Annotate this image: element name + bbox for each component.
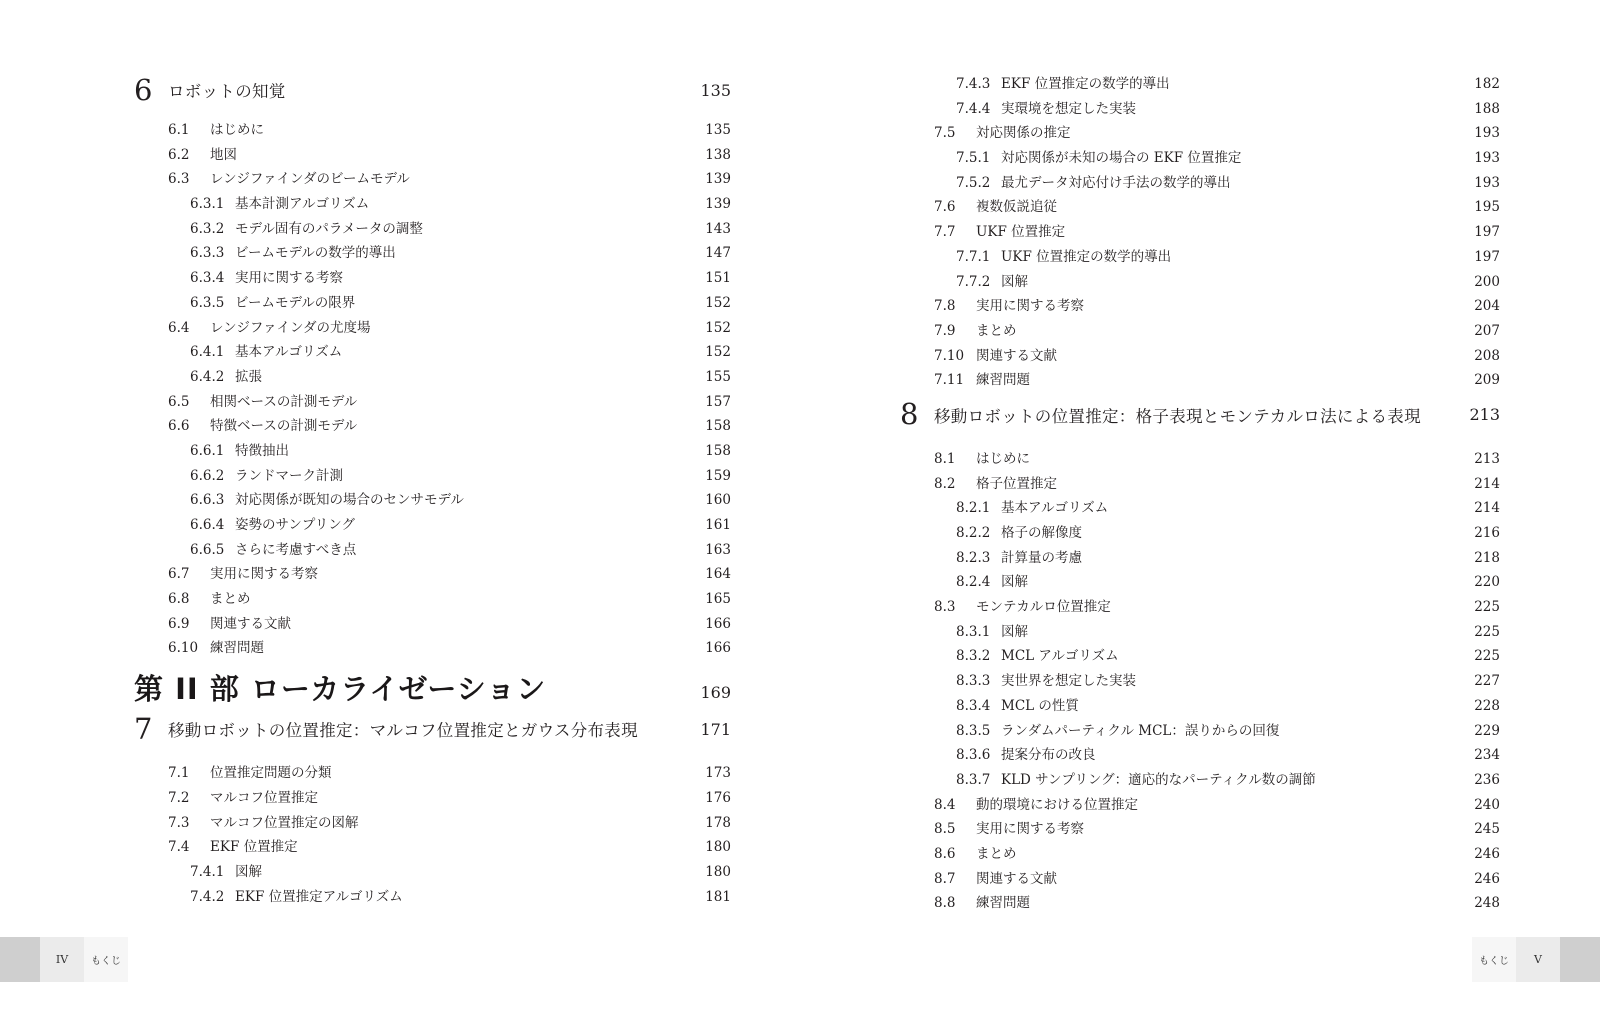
section-title: 提案分布の改良 bbox=[1001, 747, 1096, 764]
section-title: 最尤データ対応付け手法の数学的導出 bbox=[1001, 174, 1231, 191]
toc-subsection-6-3-3[interactable] bbox=[134, 241, 731, 266]
section-number: 6.8 bbox=[168, 591, 190, 608]
section-number: 8.3.6 bbox=[956, 747, 991, 764]
section-title: 実用に関する考察 bbox=[235, 270, 343, 287]
section-number: 6.6 bbox=[168, 418, 190, 435]
toc-section-7-9[interactable] bbox=[900, 319, 1500, 344]
page-ref: 152 bbox=[705, 319, 731, 336]
section-title: はじめに bbox=[210, 122, 264, 138]
page-ref: 200 bbox=[1474, 273, 1500, 290]
section-number: 7.8 bbox=[934, 298, 956, 315]
section-title: 対応関係の推定 bbox=[976, 125, 1071, 142]
toc-part-heading[interactable] bbox=[134, 667, 731, 707]
section-number: 8.3.1 bbox=[956, 623, 991, 640]
chapter-number: 8 bbox=[900, 397, 919, 432]
section-number: 6.6.3 bbox=[190, 492, 225, 509]
toc-section-6-3[interactable] bbox=[134, 167, 731, 192]
section-title: ビームモデルの限界 bbox=[235, 294, 356, 311]
section-number: 7.7 bbox=[934, 224, 956, 241]
chapter-number: 7 bbox=[134, 711, 153, 746]
toc-subsection-6-6-2[interactable] bbox=[134, 464, 731, 489]
page-ref: 159 bbox=[705, 467, 731, 484]
toc-section-6-7[interactable] bbox=[134, 562, 731, 587]
page-ref: 204 bbox=[1474, 298, 1500, 315]
toc-section-6-9[interactable] bbox=[134, 612, 731, 637]
section-title: 練習問題 bbox=[210, 640, 264, 657]
page-ref: 164 bbox=[705, 566, 731, 583]
section-title: 練習問題 bbox=[976, 895, 1030, 912]
section-title: 実世界を想定した実装 bbox=[1001, 673, 1136, 690]
section-title: EKF 位置推定 bbox=[210, 839, 298, 856]
toc-subsection-8-2-3[interactable] bbox=[900, 546, 1500, 571]
section-title: まとめ bbox=[976, 845, 1017, 862]
page-ref: 225 bbox=[1474, 599, 1500, 616]
section-title: 姿勢のサンプリング bbox=[235, 517, 356, 533]
toc-list-left bbox=[134, 72, 731, 909]
toc-section-7-1[interactable] bbox=[134, 761, 731, 786]
page-number: IV bbox=[40, 937, 84, 982]
page-ref: 228 bbox=[1474, 697, 1500, 714]
toc-subsection-8-2-2[interactable] bbox=[900, 521, 1500, 546]
page-ref: 220 bbox=[1474, 574, 1500, 591]
section-number: 8.3.7 bbox=[956, 771, 991, 788]
section-number: 8.3 bbox=[934, 599, 956, 616]
section-title: まとめ bbox=[976, 322, 1017, 339]
section-number: 7.7.2 bbox=[956, 273, 991, 290]
toc-section-8-6[interactable] bbox=[900, 842, 1500, 867]
footer-edge-tab bbox=[0, 937, 40, 982]
section-number: 6.4 bbox=[168, 319, 190, 336]
section-number: 7.4.3 bbox=[956, 76, 991, 92]
page-ref: 225 bbox=[1474, 623, 1500, 640]
toc-section-8-4[interactable] bbox=[900, 793, 1500, 818]
page-ref: 161 bbox=[705, 517, 731, 533]
section-number: 8.2.3 bbox=[956, 549, 991, 566]
page-ref: 158 bbox=[705, 442, 731, 459]
toc-subsection-7-5-1[interactable] bbox=[900, 146, 1500, 171]
toc-section-8-2[interactable] bbox=[900, 472, 1500, 497]
section-number: 8.3.4 bbox=[956, 697, 991, 714]
page-ref: 213 bbox=[1474, 450, 1500, 467]
section-number: 7.9 bbox=[934, 322, 956, 339]
section-number: 7.1 bbox=[168, 765, 190, 782]
section-title: 図解 bbox=[235, 863, 262, 880]
page-ref: 246 bbox=[1474, 870, 1500, 887]
toc-subsection-8-3-4[interactable] bbox=[900, 694, 1500, 719]
toc-subsection-7-5-2[interactable] bbox=[900, 171, 1500, 196]
section-number: 7.2 bbox=[168, 789, 190, 806]
toc-section-8-8[interactable] bbox=[900, 891, 1500, 916]
toc-subsection-7-4-2[interactable] bbox=[134, 885, 731, 910]
page-ref: 227 bbox=[1474, 673, 1500, 690]
section-number: 6.6.1 bbox=[190, 442, 225, 459]
section-title: 実環境を想定した実装 bbox=[1001, 100, 1136, 117]
section-title: 図解 bbox=[1001, 273, 1028, 290]
section-number: 6.3.5 bbox=[190, 294, 225, 311]
section-title: 格子位置推定 bbox=[976, 475, 1057, 492]
section-number: 8.7 bbox=[934, 870, 956, 887]
page-ref: 182 bbox=[1474, 76, 1500, 92]
page-ref: 158 bbox=[705, 418, 731, 435]
toc-section-6-8[interactable] bbox=[134, 587, 731, 612]
section-number: 7.4 bbox=[168, 839, 190, 856]
toc-subsection-7-7-2[interactable] bbox=[900, 270, 1500, 295]
section-number: 7.4.4 bbox=[956, 100, 991, 117]
section-number: 8.3.2 bbox=[956, 648, 991, 665]
section-title: ランドマーク計測 bbox=[235, 467, 343, 484]
section-number: 6.3 bbox=[168, 171, 190, 188]
page-ref: 143 bbox=[705, 220, 731, 237]
section-title: モンテカルロ位置推定 bbox=[976, 599, 1111, 616]
page-ref: 138 bbox=[705, 146, 731, 163]
toc-subsection-8-3-5[interactable] bbox=[900, 719, 1500, 744]
toc-section-8-3[interactable] bbox=[900, 595, 1500, 620]
section-title: MCL の性質 bbox=[1001, 697, 1079, 714]
page-ref: 176 bbox=[705, 789, 731, 806]
toc-section-6-5[interactable] bbox=[134, 390, 731, 415]
section-number: 7.4.1 bbox=[190, 863, 225, 880]
toc-section-7-11[interactable] bbox=[900, 368, 1500, 393]
right-footer bbox=[1472, 937, 1600, 982]
section-number: 6.4.1 bbox=[190, 344, 225, 361]
section-title: 実用に関する考察 bbox=[210, 566, 318, 583]
page-ref: 209 bbox=[1474, 372, 1500, 389]
running-head-label: もくじ bbox=[84, 937, 128, 982]
section-number: 6.3.3 bbox=[190, 245, 225, 262]
page-ref: 240 bbox=[1474, 796, 1500, 813]
page-ref: 152 bbox=[705, 344, 731, 361]
section-number: 6.6.2 bbox=[190, 467, 225, 484]
section-number: 8.2.4 bbox=[956, 574, 991, 591]
toc-subsection-8-3-3[interactable] bbox=[900, 669, 1500, 694]
toc-section-8-1[interactable] bbox=[900, 447, 1500, 472]
toc-subsection-7-7-1[interactable] bbox=[900, 245, 1500, 270]
toc-section-6-4[interactable] bbox=[134, 316, 731, 341]
page-ref: 197 bbox=[1474, 248, 1500, 265]
page-ref: 157 bbox=[705, 393, 731, 410]
toc-section-8-5[interactable] bbox=[900, 817, 1500, 842]
section-number: 7.6 bbox=[934, 199, 956, 216]
section-number: 8.8 bbox=[934, 895, 956, 912]
toc-subsection-6-6-1[interactable] bbox=[134, 439, 731, 464]
section-title: UKF 位置推定 bbox=[976, 224, 1066, 241]
toc-section-7-5[interactable] bbox=[900, 121, 1500, 146]
toc-section-6-1[interactable] bbox=[134, 118, 731, 143]
toc-list-right bbox=[900, 72, 1500, 916]
section-number: 7.5.1 bbox=[956, 150, 991, 167]
page-ref: 207 bbox=[1474, 322, 1500, 339]
page-ref: 155 bbox=[705, 368, 731, 385]
page-ref: 147 bbox=[705, 245, 731, 262]
chapter-title: ロボットの知覚 bbox=[168, 82, 286, 101]
toc-subsection-6-6-4[interactable] bbox=[134, 513, 731, 538]
page-ref: 218 bbox=[1474, 549, 1500, 566]
section-title: まとめ bbox=[210, 591, 251, 608]
toc-subsection-6-4-1[interactable] bbox=[134, 340, 731, 365]
page-ref: 193 bbox=[1474, 125, 1500, 142]
page-ref: 229 bbox=[1474, 722, 1500, 739]
page-ref: 193 bbox=[1474, 150, 1500, 167]
page-ref: 214 bbox=[1474, 475, 1500, 492]
page-ref: 160 bbox=[705, 492, 731, 509]
section-number: 6.2 bbox=[168, 146, 190, 163]
toc-section-7-4[interactable] bbox=[134, 835, 731, 860]
section-title: KLD サンプリング：適応的なパーティクル数の調節 bbox=[1001, 771, 1316, 788]
page-ref: 245 bbox=[1474, 821, 1500, 838]
part-title: 第 II 部 ローカライゼーション bbox=[134, 671, 547, 706]
section-title: 複数仮説追従 bbox=[976, 199, 1057, 216]
toc-subsection-6-6-3[interactable] bbox=[134, 488, 731, 513]
toc-section-7-6[interactable] bbox=[900, 195, 1500, 220]
section-number: 7.5.2 bbox=[956, 174, 991, 191]
page-ref: 135 bbox=[705, 122, 731, 138]
toc-subsection-7-4-3[interactable] bbox=[900, 72, 1500, 97]
toc-subsection-8-2-4[interactable] bbox=[900, 570, 1500, 595]
toc-chapter-8[interactable] bbox=[900, 393, 1500, 437]
section-number: 8.2 bbox=[934, 475, 956, 492]
page-ref: 216 bbox=[1474, 525, 1500, 541]
section-number: 6.3.1 bbox=[190, 196, 225, 213]
page-ref: 152 bbox=[705, 294, 731, 311]
section-number: 6.5 bbox=[168, 393, 190, 410]
page-ref: 246 bbox=[1474, 845, 1500, 862]
page-ref: 236 bbox=[1474, 771, 1500, 788]
section-title: 対応関係が未知の場合の EKF 位置推定 bbox=[1001, 150, 1242, 167]
section-number: 7.3 bbox=[168, 814, 190, 831]
toc-subsection-7-4-1[interactable] bbox=[134, 860, 731, 885]
section-title: 基本計測アルゴリズム bbox=[235, 196, 370, 213]
page-ref: 248 bbox=[1474, 895, 1500, 912]
section-title: 関連する文献 bbox=[210, 615, 291, 632]
toc-subsection-6-4-2[interactable] bbox=[134, 365, 731, 390]
section-number: 7.11 bbox=[934, 372, 965, 389]
page-ref: 173 bbox=[705, 765, 731, 782]
section-title: マルコフ位置推定 bbox=[210, 789, 318, 806]
section-title: 実用に関する考察 bbox=[976, 298, 1084, 315]
section-title: 計算量の考慮 bbox=[1001, 549, 1082, 566]
section-number: 6.3.2 bbox=[190, 220, 225, 237]
chapter-title: 移動ロボットの位置推定：格子表現とモンテカルロ法による表現 bbox=[934, 406, 1421, 426]
section-title: はじめに bbox=[976, 450, 1030, 467]
section-number: 6.9 bbox=[168, 615, 190, 632]
section-title: 地図 bbox=[210, 146, 237, 163]
toc-section-7-8[interactable] bbox=[900, 294, 1500, 319]
page-ref: 181 bbox=[705, 888, 731, 905]
section-title: 関連する文献 bbox=[976, 870, 1057, 887]
toc-subsection-8-3-7[interactable] bbox=[900, 768, 1500, 793]
section-number: 6.4.2 bbox=[190, 368, 225, 385]
section-title: MCL アルゴリズム bbox=[1001, 648, 1119, 665]
section-title: 特徴抽出 bbox=[235, 442, 289, 459]
section-title: 関連する文献 bbox=[976, 347, 1057, 364]
section-number: 8.3.5 bbox=[956, 722, 991, 739]
running-head-label: もくじ bbox=[1472, 937, 1516, 982]
toc-subsection-6-3-5[interactable] bbox=[134, 291, 731, 316]
toc-subsection-8-3-2[interactable] bbox=[900, 644, 1500, 669]
section-title: 特徴ベースの計測モデル bbox=[210, 418, 358, 435]
toc-subsection-8-3-6[interactable] bbox=[900, 743, 1500, 768]
toc-section-6-2[interactable] bbox=[134, 143, 731, 168]
page-ref: 208 bbox=[1474, 347, 1500, 364]
page-ref: 197 bbox=[1474, 224, 1500, 241]
toc-subsection-6-3-4[interactable] bbox=[134, 266, 731, 291]
footer-edge-tab bbox=[1560, 937, 1600, 982]
section-title: レンジファインダの尤度場 bbox=[210, 319, 371, 336]
section-title: 対応関係が既知の場合のセンサモデル bbox=[235, 492, 464, 509]
section-number: 6.6.4 bbox=[190, 517, 225, 533]
toc-section-7-2[interactable] bbox=[134, 786, 731, 811]
section-number: 8.5 bbox=[934, 821, 956, 838]
section-number: 6.1 bbox=[168, 122, 190, 138]
page-ref: 166 bbox=[705, 640, 731, 657]
page-ref: 151 bbox=[705, 270, 731, 287]
section-number: 8.4 bbox=[934, 796, 956, 813]
section-title: 拡張 bbox=[235, 368, 262, 385]
section-title: さらに考慮すべき点 bbox=[235, 541, 357, 558]
section-title: 位置推定問題の分類 bbox=[210, 765, 332, 782]
page-ref: 180 bbox=[705, 863, 731, 880]
page-ref: 169 bbox=[700, 682, 731, 702]
section-title: 基本アルゴリズム bbox=[1001, 500, 1109, 517]
section-title: モデル固有のパラメータの調整 bbox=[235, 220, 423, 237]
page-number: V bbox=[1516, 937, 1560, 982]
section-title: EKF 位置推定アルゴリズム bbox=[235, 888, 403, 905]
section-number: 8.2.2 bbox=[956, 525, 991, 541]
toc-section-8-7[interactable] bbox=[900, 867, 1500, 892]
page-ref: 225 bbox=[1474, 648, 1500, 665]
chapter-number: 6 bbox=[134, 72, 153, 107]
toc-section-7-3[interactable] bbox=[134, 811, 731, 836]
page-ref: 180 bbox=[705, 839, 731, 856]
page-ref: 213 bbox=[1469, 405, 1500, 425]
section-title: 図解 bbox=[1001, 623, 1028, 640]
toc-section-7-10[interactable] bbox=[900, 344, 1500, 369]
section-number: 7.5 bbox=[934, 125, 956, 142]
section-number: 6.7 bbox=[168, 566, 190, 583]
section-title: UKF 位置推定の数学的導出 bbox=[1001, 248, 1172, 265]
section-number: 7.4.2 bbox=[190, 888, 225, 905]
toc-subsection-6-3-2[interactable] bbox=[134, 217, 731, 242]
section-number: 8.3.3 bbox=[956, 673, 991, 690]
section-title: EKF 位置推定の数学的導出 bbox=[1001, 76, 1170, 92]
section-number: 6.10 bbox=[168, 640, 199, 657]
page-ref: 163 bbox=[705, 541, 731, 558]
section-title: 練習問題 bbox=[976, 372, 1030, 389]
page-ref: 139 bbox=[705, 196, 731, 213]
section-number: 8.6 bbox=[934, 845, 956, 862]
page-ref: 188 bbox=[1474, 100, 1500, 117]
section-number: 6.6.5 bbox=[190, 541, 225, 558]
toc-section-6-10[interactable] bbox=[134, 636, 731, 661]
section-number: 8.1 bbox=[934, 450, 956, 467]
section-title: ビームモデルの数学的導出 bbox=[235, 245, 396, 262]
toc-section-7-7[interactable] bbox=[900, 220, 1500, 245]
right-page bbox=[800, 0, 1600, 1029]
page-ref: 193 bbox=[1474, 174, 1500, 191]
section-number: 7.7.1 bbox=[956, 248, 991, 265]
section-title: 相関ベースの計測モデル bbox=[210, 393, 358, 410]
page-ref: 171 bbox=[700, 719, 731, 739]
section-number: 8.2.1 bbox=[956, 500, 991, 517]
page-ref: 165 bbox=[705, 591, 731, 608]
page-ref: 195 bbox=[1474, 199, 1500, 216]
page-ref: 214 bbox=[1474, 500, 1500, 517]
section-title: 実用に関する考察 bbox=[976, 821, 1084, 838]
left-footer bbox=[0, 937, 128, 982]
section-number: 7.10 bbox=[934, 347, 965, 364]
section-title: 格子の解像度 bbox=[1001, 525, 1082, 541]
toc-chapter-6[interactable] bbox=[134, 72, 731, 108]
toc-subsection-8-3-1[interactable] bbox=[900, 620, 1500, 645]
page-ref: 234 bbox=[1474, 747, 1500, 764]
chapter-title: 移動ロボットの位置推定：マルコフ位置推定とガウス分布表現 bbox=[168, 721, 638, 741]
section-title: 動的環境における位置推定 bbox=[976, 796, 1138, 813]
page-ref: 139 bbox=[705, 171, 731, 188]
toc-subsection-6-6-5[interactable] bbox=[134, 538, 731, 563]
toc-chapter-7[interactable] bbox=[134, 707, 731, 751]
section-title: ランダムパーティクル MCL：誤りからの回復 bbox=[1001, 722, 1280, 739]
section-title: 図解 bbox=[1001, 574, 1028, 591]
page-ref: 135 bbox=[700, 80, 731, 100]
section-title: マルコフ位置推定の図解 bbox=[210, 814, 359, 831]
toc-section-6-6[interactable] bbox=[134, 414, 731, 439]
section-title: 基本アルゴリズム bbox=[235, 344, 343, 361]
toc-subsection-7-4-4[interactable] bbox=[900, 97, 1500, 122]
page-ref: 166 bbox=[705, 615, 731, 632]
section-number: 6.3.4 bbox=[190, 270, 225, 287]
page-ref: 178 bbox=[705, 814, 731, 831]
toc-subsection-8-2-1[interactable] bbox=[900, 496, 1500, 521]
section-title: レンジファインダのビームモデル bbox=[210, 171, 410, 188]
toc-subsection-6-3-1[interactable] bbox=[134, 192, 731, 217]
